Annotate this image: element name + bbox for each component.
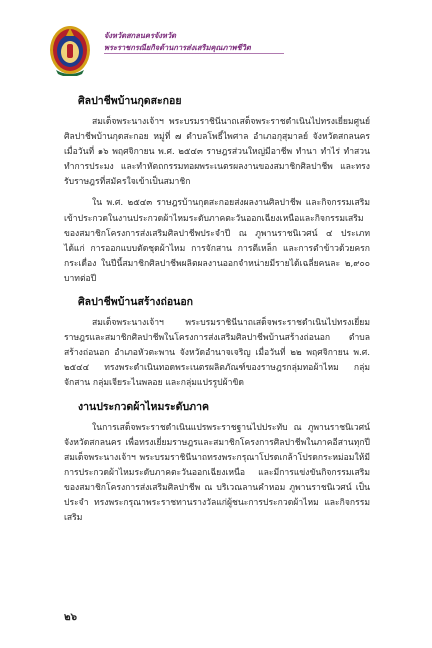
section-sangthonok — [64, 293, 370, 391]
organization-title: จังหวัดสกลนครจังหวัด — [104, 31, 177, 40]
paragraph: สมเด็จพระนางเจ้าฯ พระบรมราชินีนาถเสด็จพระราชดำเนินไปทรงเยี่ยมราษฎรและสมาชิกศิลปาชีพในโครงการส่งเสริมศิลปาชีพบ้านสร้างถ่อนอก ตำบลสร้างถ่อนอก อำเภอหัวตะพาน จังหวัดอำนาจเจริญ เมื่อวันที่ ๒๒ พฤศจิกายน พ.ศ. ๒๕๔๔ ทรงพระดำเนินทอดพระเนตรผลิตภัณฑ์ของราษฎรกลุ่มทอผ้าไหม กลุ่มจักสาน กลุ่มเจียระไนพลอย และกลุ่มแปรรูปผ้าขิด — [64, 318, 370, 389]
organization-subtitle: พระราชกรณียกิจด้านการส่งเสริมคุณภาพชีวิต — [104, 43, 251, 52]
section-heading: งานประกวดผ้าไหมระดับภาค — [78, 400, 209, 413]
royal-emblem-icon — [48, 22, 92, 76]
section-silk-contest — [64, 398, 370, 527]
page-header — [48, 22, 408, 78]
paragraph: ในการเสด็จพระราชดำเนินแปรพระราชฐานไปประทับ ณ ภูพานราชนิเวศน์ จังหวัดสกลนคร เพื่อทรงเยี่ยมราษฎรและสมาชิกโครงการศิลปาชีพในภาคอีสานทุกปี สมเด็จพระนางเจ้าฯ พระบรมราชินีนาถทรงพระกรุณาโปรดเกล้าโปรดกระหม่อมให้มีการประกวดผ้าไหมระดับภาคตะวันออกเฉียงเหนือ และมีการแข่งขันกิจกรรมเสริมของสมาชิกโครงการส่งเสริมศิลปาชีพ ณ บริเวณลานคำหอม ภูพานราชนิเวศน์ เป็นประจำ ทรงพระกรุณาพระราชทานรางวัลแก่ผู้ชนะการประกวดผ้าไหม และกิจกรรมเสริม — [64, 422, 370, 524]
page-content — [64, 92, 370, 532]
section-heading: ศิลปาชีพบ้านกุดสะกอย — [78, 95, 182, 107]
header-divider — [104, 53, 284, 54]
section-heading: ศิลปาชีพบ้านสร้างถ่อนอก — [78, 296, 194, 309]
paragraph: ใน พ.ศ. ๒๕๔๓ ราษฎรบ้านกุดสะกอยส่งผลงานศิลปาชีพ และกิจกรรมเสริมเข้าประกวดในงานประกวดผ้าไหมระดับภาคตะวันออกเฉียงเหนือและกิจกรรมเสริมของสมาชิกโครงการส่งเสริมศิลปาชีพประจำปี ณ ภูพานราชนิเวศน์ ๔ ประเภท ได้แก่ การออกแบบตัดชุดผ้าไหม การจักสาน การตีเหล็ก และการตำข้าวด้วยครกกระเดื่อง ในปีนี้สมาชิกศิลปาชีพผลิตผลงานออกจำหน่ายมีรายได้เฉลี่ยคนละ ๒,๙๐๐ บาทต่อปี — [64, 198, 370, 284]
section-kudsakoi — [64, 92, 370, 287]
paragraph: สมเด็จพระนางเจ้าฯ พระบรมราชินีนาถเสด็จพระราชดำเนินไปทรงเยี่ยมศูนย์ศิลปาชีพบ้านกุดสะกอย หมู่ที่ ๗ ตำบลโพธิ์ไพศาล อำเภอกุสุมาลย์ จังหวัดสกลนคร เมื่อวันที่ ๑๖ พฤศจิกายน พ.ศ. ๒๕๔๓ ราษฎรส่วนใหญ่มีอาชีพ ทำนา ทำไร่ ทำสวน ทำการประมง และทำหัตถกรรมทอผพระเนตรผลงานของสมาชิกศิลปาชีพ และทรงรับราษฎรที่สมัครใจเข้าเป็นสมาชิก — [64, 117, 370, 188]
page-number: ๒๖ — [64, 612, 77, 623]
